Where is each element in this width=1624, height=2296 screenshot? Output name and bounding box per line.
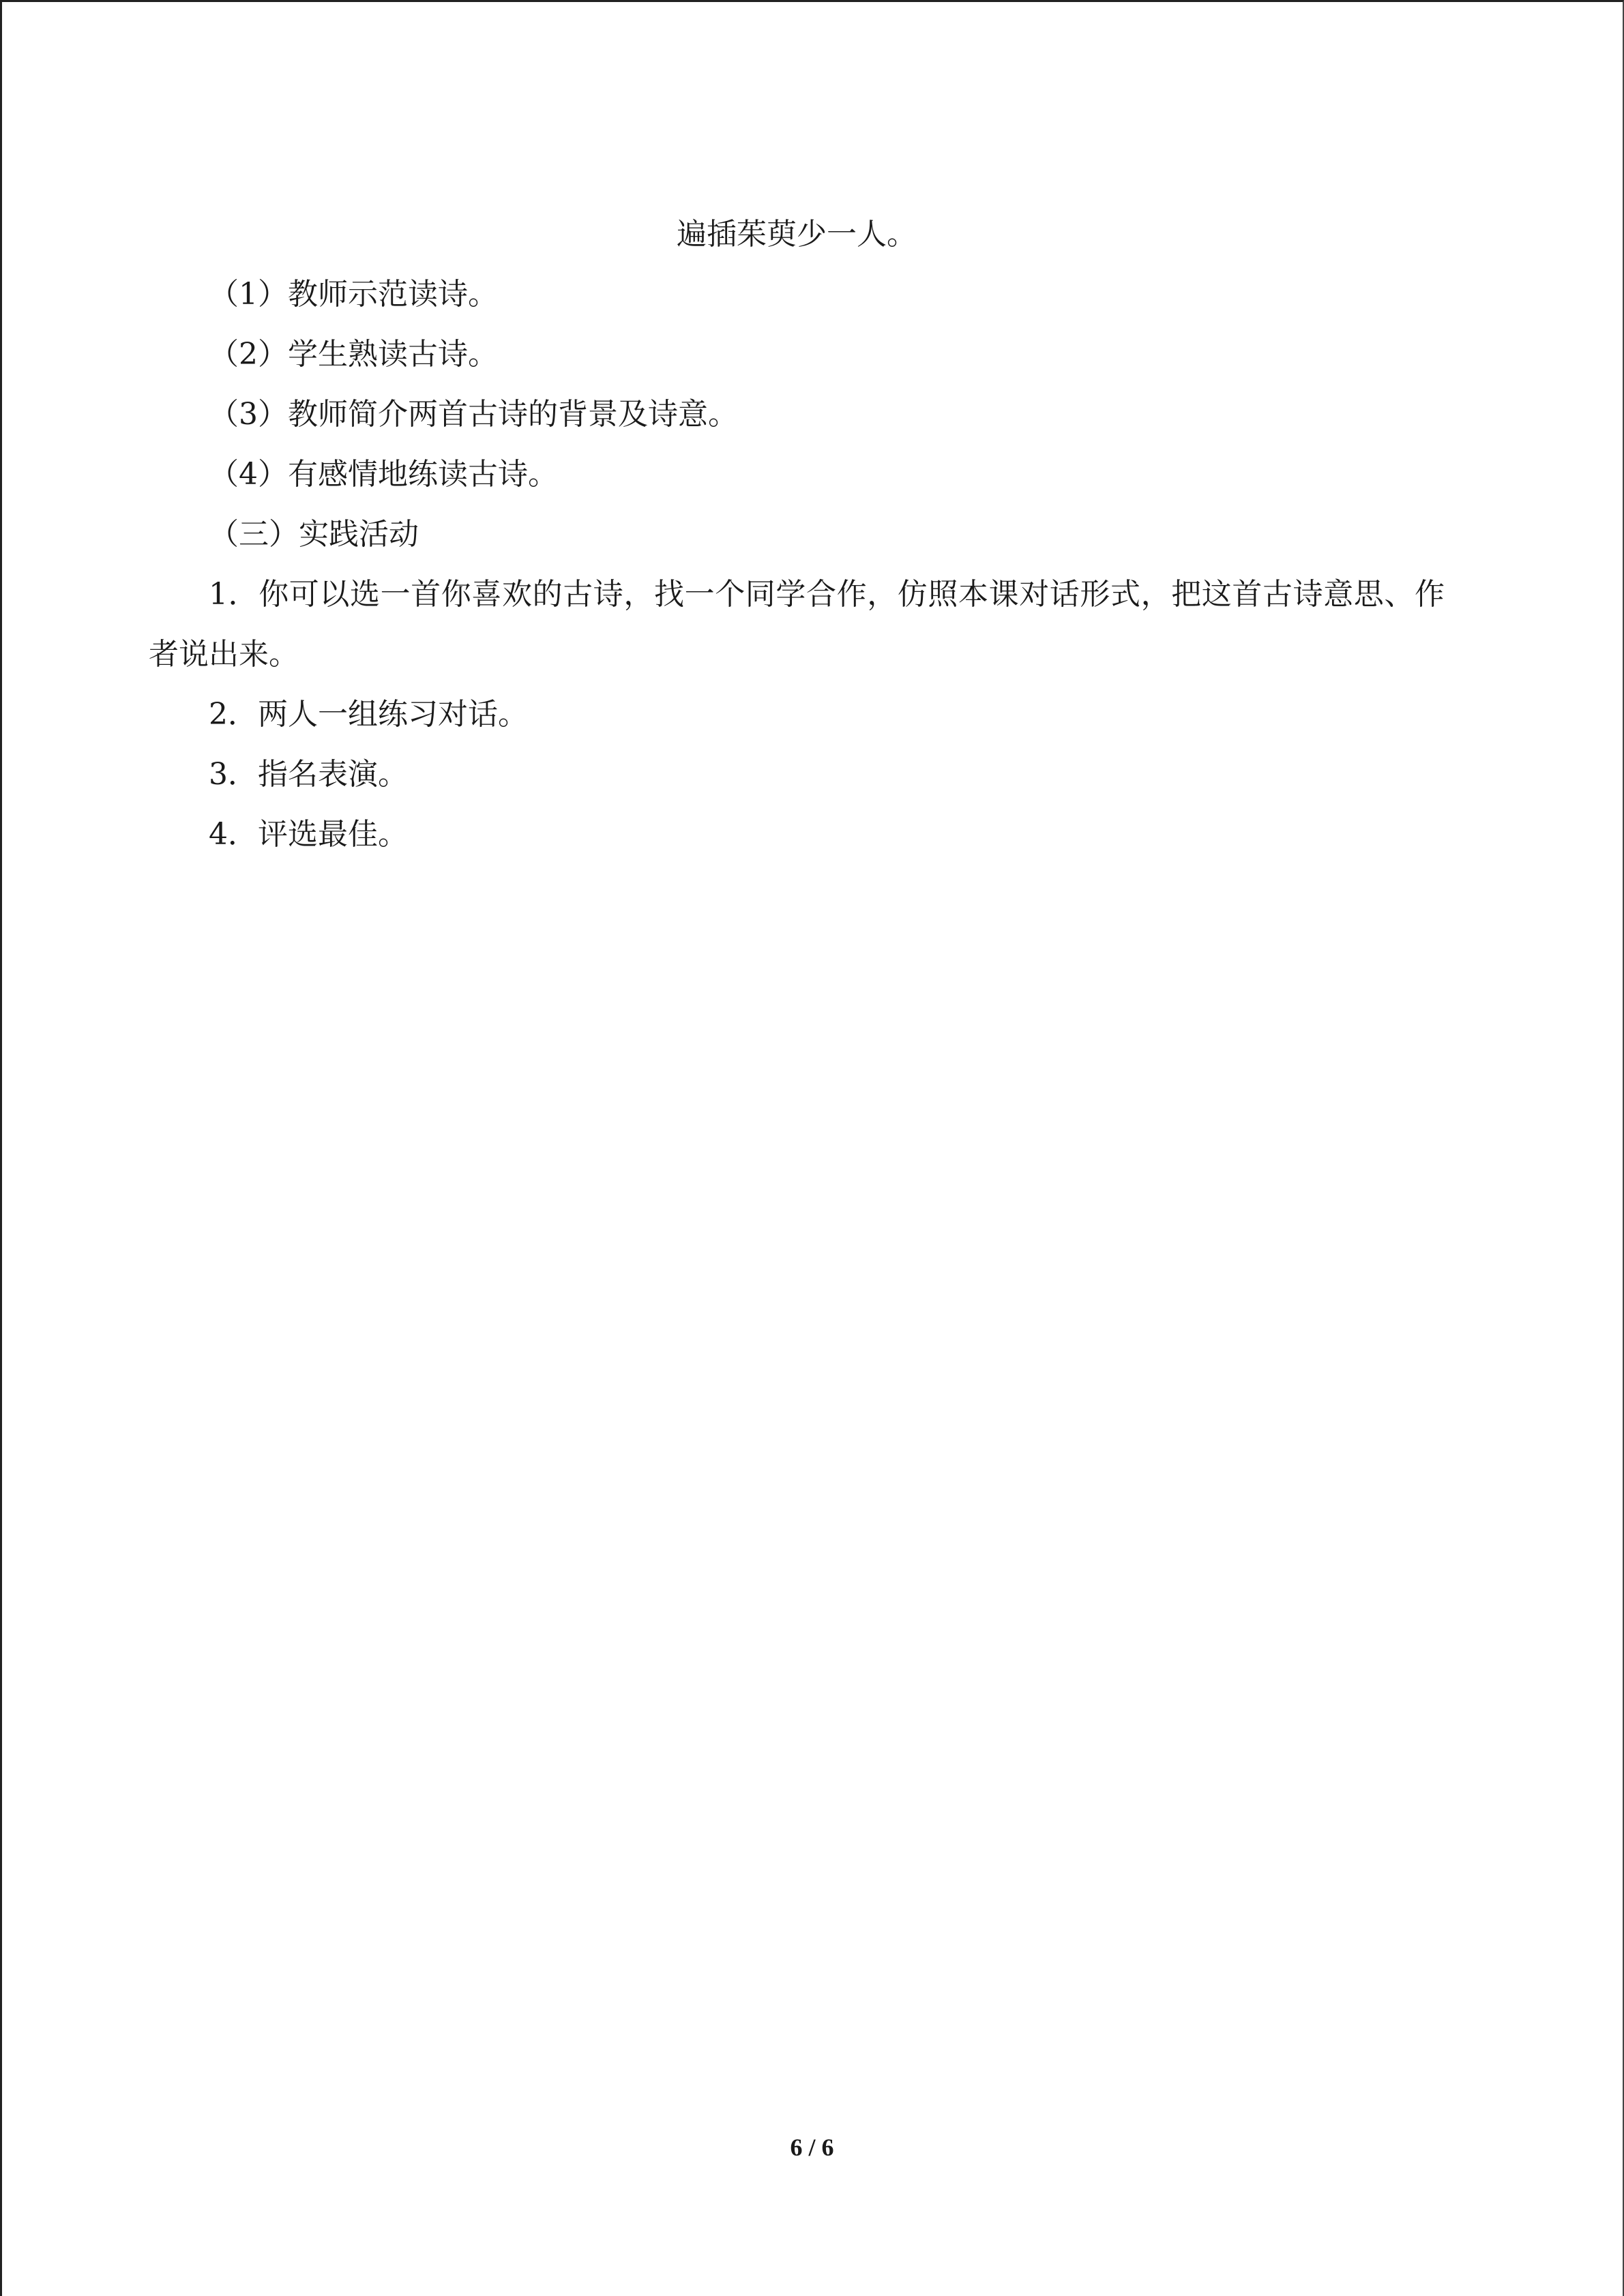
page-number: 6 / 6 — [790, 2134, 834, 2161]
step-1: （1）教师示范读诗。 — [209, 277, 498, 312]
step-2: （2）学生熟读古诗。 — [209, 337, 498, 372]
poem-line: 遍插茱萸少一人。 — [677, 217, 917, 252]
activity-item-3: 3．指名表演。 — [209, 757, 408, 792]
section-heading: （三）实践活动 — [209, 517, 419, 552]
step-4: （4）有感情地练读古诗。 — [209, 457, 558, 492]
step-3: （3）教师简介两首古诗的背景及诗意。 — [209, 397, 738, 432]
activity-item-4: 4．评选最佳。 — [209, 817, 408, 852]
activity-item-2: 2．两人一组练习对话。 — [209, 697, 528, 732]
document-body — [149, 205, 1445, 865]
activity-item-1: 1．你可以选一首你喜欢的古诗，找一个同学合作，仿照本课对话形式，把这首古诗意思、作者说出来。 — [149, 577, 1445, 672]
